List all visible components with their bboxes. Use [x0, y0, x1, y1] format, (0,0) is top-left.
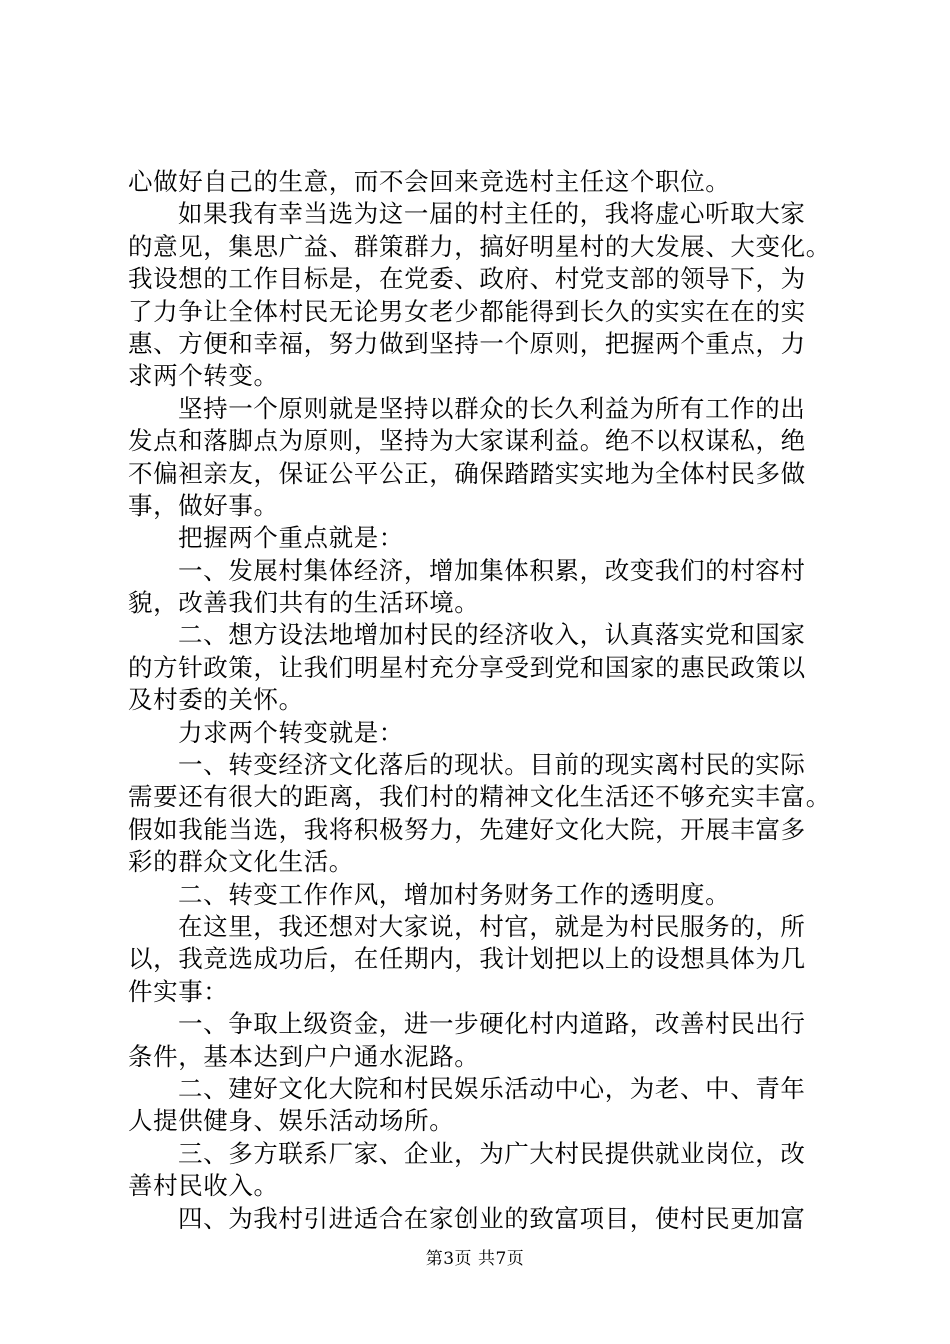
text-line: 需要还有很大的距离，我们村的精神文化生活还不够充实丰富。: [128, 782, 831, 812]
text-line: 二、转变工作作风，增加村务财务工作的透明度。: [178, 879, 731, 909]
text-line: 如果我有幸当选为这一届的村主任的，我将虚心听取大家: [178, 199, 806, 229]
text-line: 及村委的关怀。: [128, 685, 304, 715]
text-line: 善村民收入。: [128, 1171, 279, 1201]
document-body: [128, 166, 838, 1235]
text-line: 的意见，集思广益、群策群力，搞好明星村的大发展、大变化。: [128, 231, 831, 261]
text-line: 力求两个转变就是：: [178, 717, 404, 747]
text-line: 四、为我村引进适合在家创业的致富项目，使村民更加富: [178, 1203, 806, 1233]
text-line: 事，做好事。: [128, 490, 279, 520]
text-line: 以，我竞选成功后，在任期内，我计划把以上的设想具体为几: [128, 944, 806, 974]
text-line: 一、转变经济文化落后的现状。目前的现实离村民的实际: [178, 750, 806, 780]
text-line: 发点和落脚点为原则，坚持为大家谋利益。绝不以权谋私，绝: [128, 426, 806, 456]
text-line: 在这里，我还想对大家说，村官，就是为村民服务的，所: [178, 911, 806, 941]
text-line: 件实事：: [128, 976, 229, 1006]
text-line: 条件，基本达到户户通水泥路。: [128, 1041, 480, 1071]
text-line: 人提供健身、娱乐活动场所。: [128, 1106, 455, 1136]
text-line: 二、建好文化大院和村民娱乐活动中心，为老、中、青年: [178, 1073, 806, 1103]
text-line: 二、想方设法地增加村民的经济收入，认真落实党和国家: [178, 620, 806, 650]
text-line: 假如我能当选，我将积极努力，先建好文化大院，开展丰富多: [128, 814, 806, 844]
page-number: 第3页 共7页: [425, 1249, 525, 1269]
text-line: 惠、方便和幸福，努力做到坚持一个原则，把握两个重点，力: [128, 328, 806, 358]
text-line: 不偏袒亲友，保证公平公正，确保踏踏实实地为全体村民多做: [128, 458, 806, 488]
text-line: 彩的群众文化生活。: [128, 847, 354, 877]
text-line: 了力争让全体村民无论男女老少都能得到长久的实实在在的实: [128, 296, 806, 326]
text-line: 心做好自己的生意，而不会回来竞选村主任这个职位。: [128, 167, 731, 196]
text-line: 貌，改善我们共有的生活环境。: [128, 588, 480, 618]
text-line: 把握两个重点就是：: [178, 523, 404, 553]
text-line: 三、多方联系厂家、企业，为广大村民提供就业岗位，改: [178, 1138, 806, 1168]
text-line: 一、发展村集体经济，增加集体积累，改变我们的村容村: [178, 555, 806, 585]
text-line: 求两个转变。: [128, 361, 279, 391]
text-line: 一、争取上级资金，进一步硬化村内道路，改善村民出行: [178, 1009, 806, 1039]
text-line: 的方针政策，让我们明星村充分享受到党和国家的惠民政策以: [128, 652, 806, 682]
text-line: 我设想的工作目标是，在党委、政府、村党支部的领导下，为: [128, 264, 806, 294]
text-line: 坚持一个原则就是坚持以群众的长久利益为所有工作的出: [178, 393, 806, 423]
